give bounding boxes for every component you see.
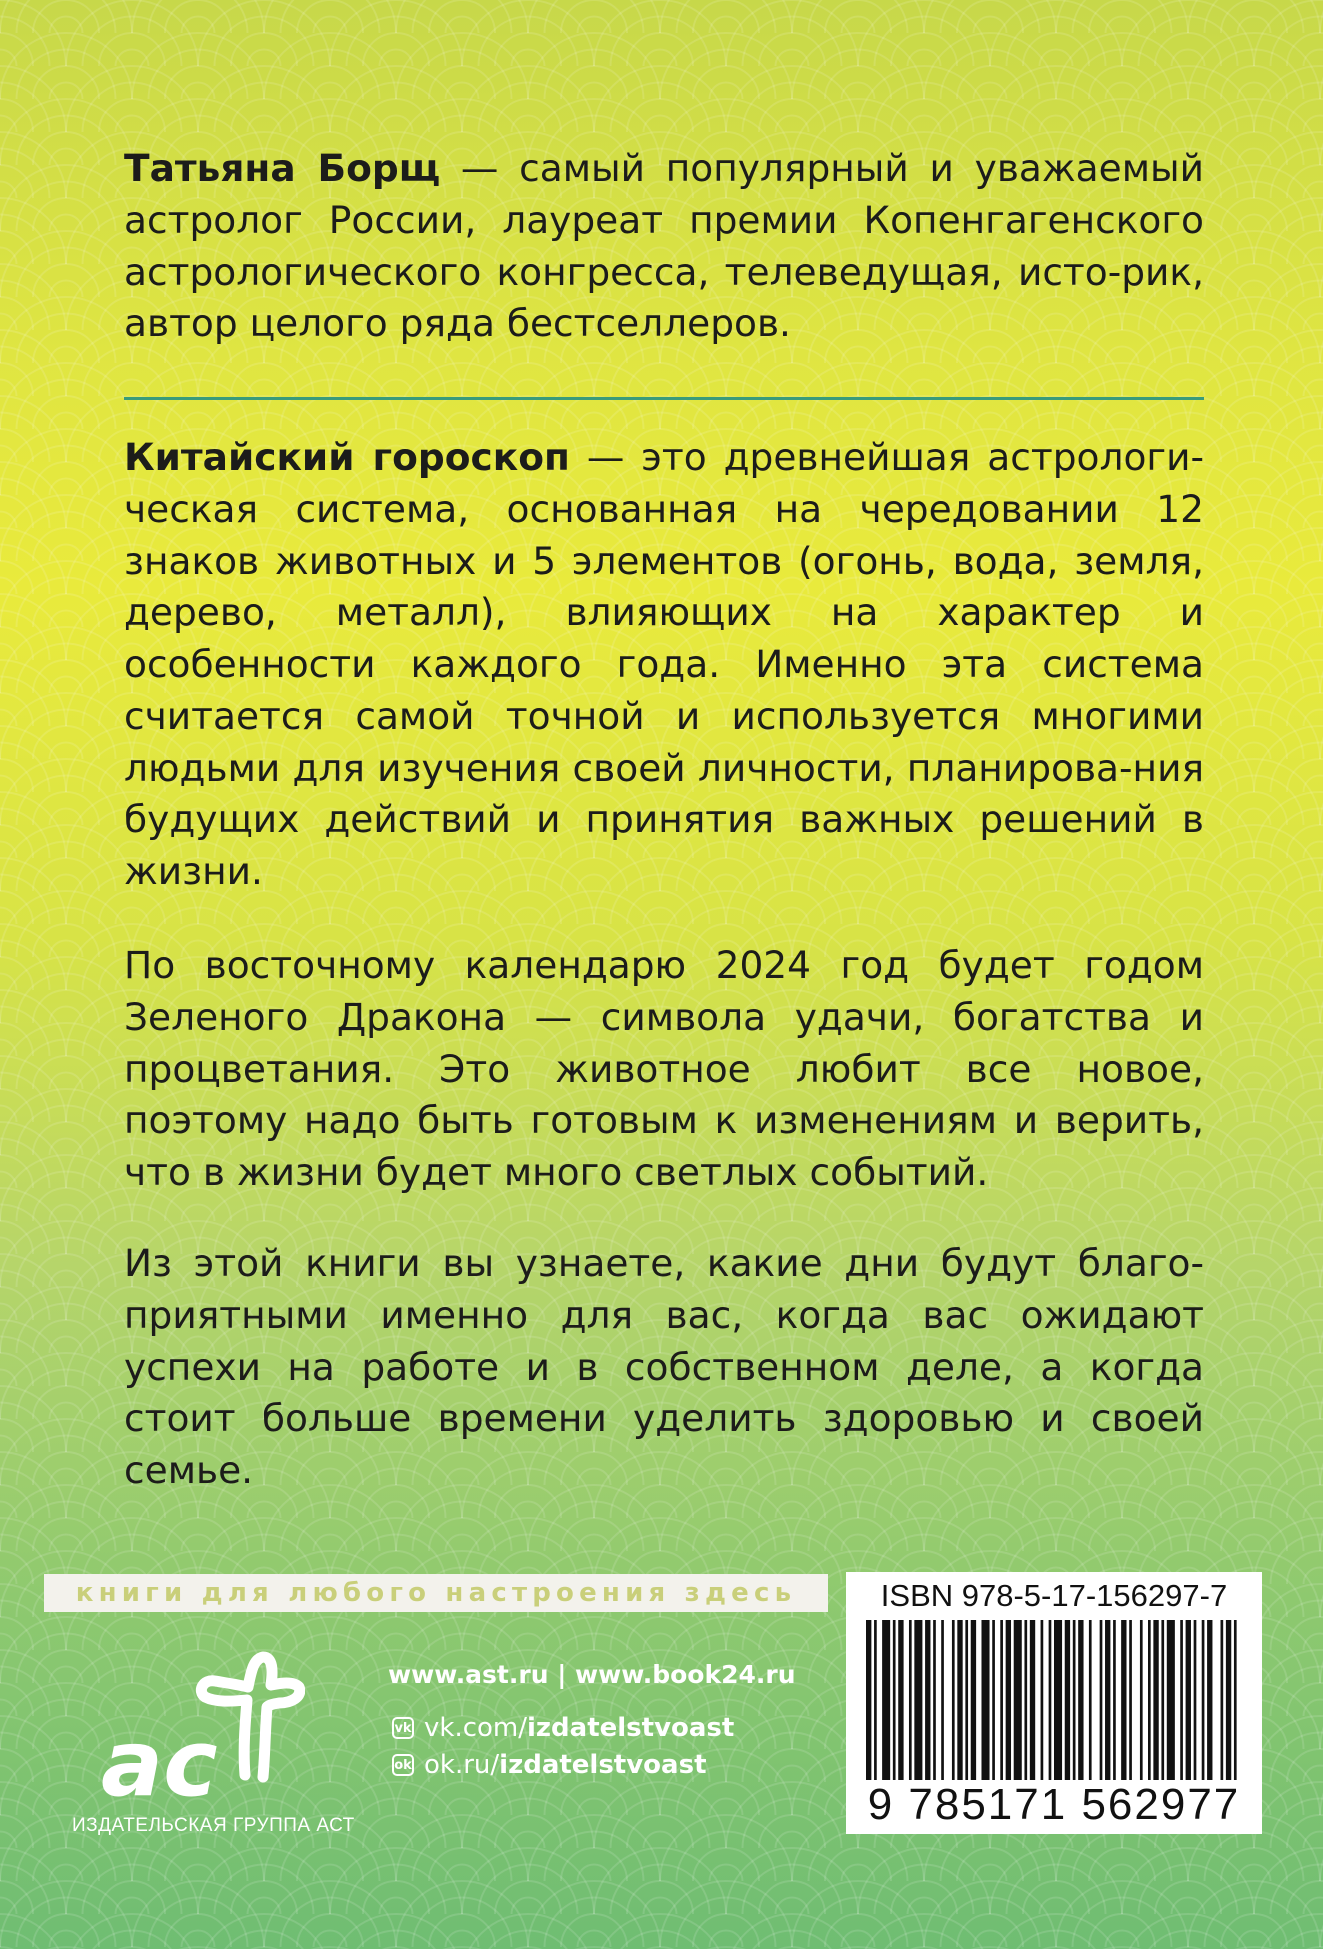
section-divider [124,397,1204,400]
barcode-bar [1030,1620,1035,1780]
barcode-bar [893,1620,896,1780]
ok-icon: ok [392,1754,414,1776]
vk-prefix: vk.com/ [424,1713,527,1743]
barcode-bar [992,1620,995,1780]
barcode-bar [1202,1620,1205,1780]
barcode-bar [981,1620,989,1780]
barcode-bar [1073,1620,1076,1780]
vk-link [392,1713,734,1743]
barcode-icon [866,1620,1242,1780]
website-links: www.ast.ru | www.book24.ru [388,1660,796,1689]
barcode-bar [1167,1620,1175,1780]
barcode-bar [1207,1620,1212,1780]
barcode-bar [1089,1620,1092,1780]
description-paragraph-3: Из этой книги вы узнаете, какие дни будут благо-приятными именно для вас, когда вас ожидают успехи на работе и в собственном деле, а когда стоит больше времени уделить здоровью и своей семье. [124,1241,1204,1492]
ok-handle: izdatelstvoast [499,1750,707,1780]
barcode-bar [1078,1620,1083,1780]
description-paragraph-1 [124,432,1204,898]
barcode-bar [1153,1620,1158,1780]
description-paragraph-2: По восточному календарю 2024 год будет годом Зеленого Дракона — символа удачи, богатства и процветания. Это животное любит все новое, поэтому надо быть готовым к изменениям и верить, что в жизни будет много светлых событий. [124,943,1204,1194]
barcode-bar [909,1620,912,1780]
barcode-bar [898,1620,903,1780]
ast-logo [95,1645,305,1815]
barcode-bar [957,1620,962,1780]
barcode-bar [1100,1620,1103,1780]
barcode-bar [941,1620,944,1780]
barcode-bar [925,1620,930,1780]
barcode-bar [1000,1620,1003,1780]
barcode-bar [1024,1620,1027,1780]
barcode-bar [1006,1620,1011,1780]
barcode-bar [1226,1620,1231,1780]
barcode-bar [1121,1620,1126,1780]
barcode-bar [1148,1620,1151,1780]
barcode-bar [914,1620,922,1780]
tagline-strip [44,1574,828,1612]
barcode-bar [933,1620,936,1780]
barcode-bar [971,1620,976,1780]
barcode-panel [846,1572,1262,1834]
vk-icon: vk [392,1717,414,1739]
description-text: — это древнейшая астрологи-ческая система, основанная на чередовании 12 знаков животных и 5 элементов (огонь, вода, земля, дерево, металл), влияющих на характер и особенности каждого года. Именно эта система считается самой точной и используется многими людьми для изучения своей личности, планирова-ния будущих действий и принятия важных решений в жизни. [124,435,1204,893]
barcode-bar [1140,1620,1143,1780]
tagline: книги для любого настроения здесь [75,1578,797,1608]
barcode-bar [1180,1620,1183,1780]
author-bio-text: — самый популярный и уважаемый астролог России, лауреат премии Копенгагенского астрологического конгресса, телеведущая, исто-рик, автор целого ряда бестселлеров. [124,146,1204,346]
author-name: Татьяна Борщ [124,146,441,190]
barcode-bar [866,1620,871,1780]
barcode-bar [882,1620,890,1780]
barcode-bar [1014,1620,1022,1780]
logo-text: ac [101,1710,218,1815]
barcode-bar [1105,1620,1110,1780]
barcode-bar [965,1620,968,1780]
barcode-bar [1129,1620,1132,1780]
barcode-bar [1234,1620,1237,1780]
barcode-bar [1113,1620,1116,1780]
publisher-name: ИЗДАТЕЛЬСКАЯ ГРУППА АСТ [72,1815,355,1836]
barcode-bar [1161,1620,1164,1780]
barcode-bar [1186,1620,1191,1780]
description-lead: Китайский гороскоп [124,435,570,479]
ok-link [392,1750,707,1780]
ok-prefix: ok.ru/ [424,1750,500,1780]
author-bio [124,143,1204,350]
barcode-digits: 9 785171 562977 [867,1780,1241,1829]
barcode-bar [952,1620,955,1780]
isbn-number: ISBN 978-5-17-156297-7 [880,1578,1228,1613]
barcode-bar [1041,1620,1044,1780]
barcode-bar [1194,1620,1197,1780]
barcode-bar [1054,1620,1062,1780]
vk-handle: izdatelstvoast [527,1713,735,1743]
barcode-bar [874,1620,877,1780]
barcode-bar [1221,1620,1224,1780]
barcode-bar [1065,1620,1070,1780]
barcode-bar [1049,1620,1052,1780]
